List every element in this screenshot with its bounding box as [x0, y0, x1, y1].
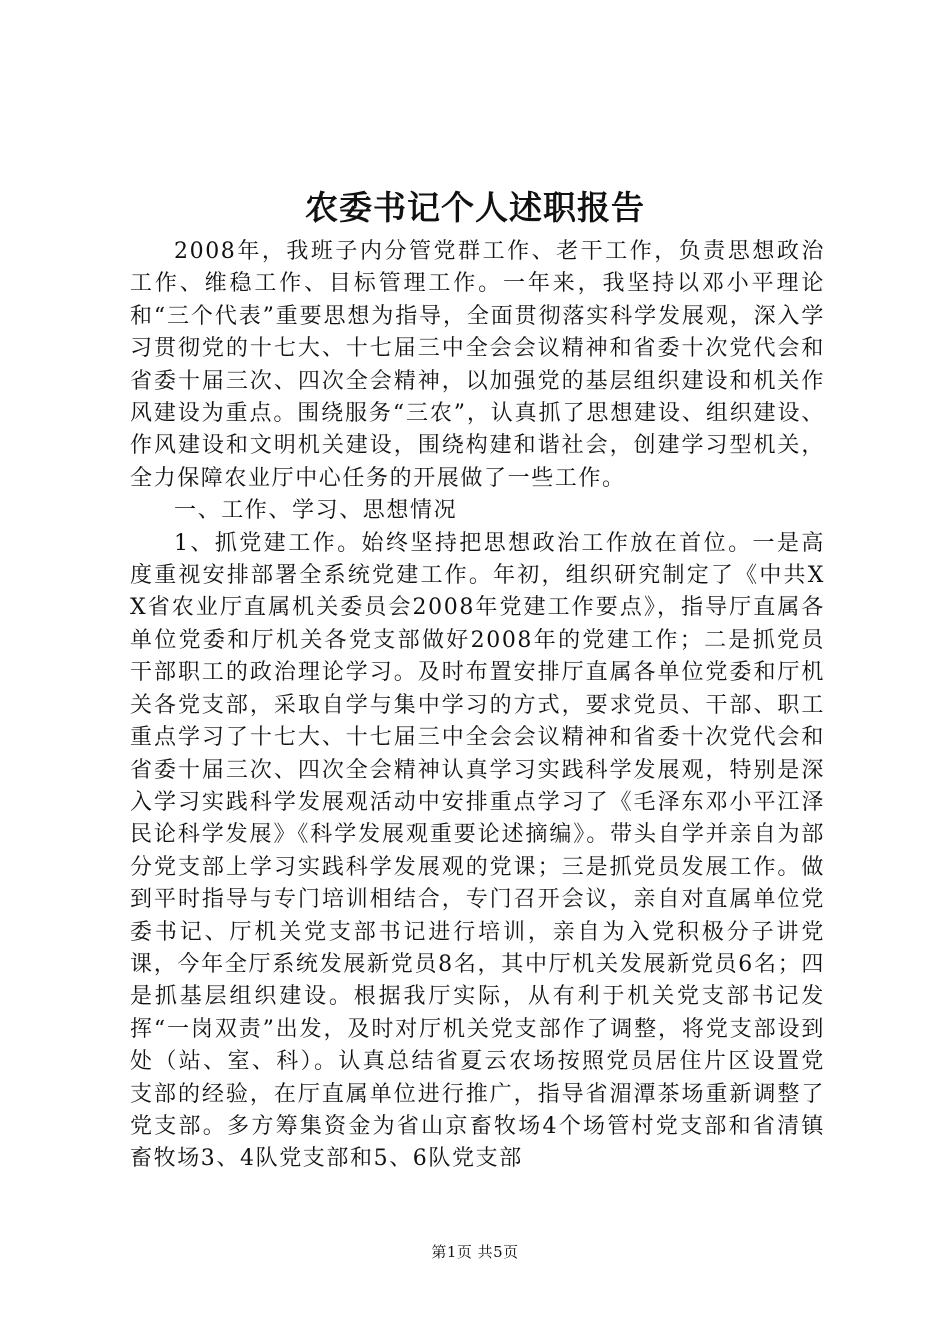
paragraph-party-building: 1、抓党建工作。始终坚持把思想政治工作放在首位。一是高度重视安排部署全系统党建工作。年初，组织研究制定了《中共XX省农业厅直属机关委员会2008年党建工作要点》，指导厅直属各单位党委和厅机关各党支部做好2008年的党建工作；二是抓党员干部职工的政治理论学习。及时布置安排厅直属各单位党委和厅机关各党支部，采取自学与集中学习的方式，要求党员、干部、职工重点学习了十七大、十七届三中全会会议精神和省委十次党代会和省委十届三次、四次全会精神认真学习实践科学发展观，特别是深入学习实践科学发展观活动中安排重点学习了《毛泽东邓小平江泽民论科学发展》《科学发展观重要论述摘编》。带头自学并亲自为部分党支部上学习实践科学发展观的党课；三是抓党员发展工作。做到平时指导与专门培训相结合，专门召开会议，亲自对直属单位党委书记、厅机关党支部书记进行培训，亲自为入党积极分子讲党课，今年全厅系统发展新党员8名，其中厅机关发展新党员6名；四是抓基层组织建设。根据我厅实际，从有利于机关党支部书记发挥“一岗双责”出发，及时对厅机关党支部作了调整，将党支部设到处（站、室、科）。认真总结省夏云农场按照党员居住片区设置党支部的经验，在厅直属单位进行推广，指导省湄潭茶场重新调整了党支部。多方筹集资金为省山京畜牧场4个场管村党支部和省清镇畜牧场3、4队党支部和5、6队党支部	[130, 530, 825, 1172]
paragraph-intro: 2008年，我班子内分管党群工作、老干工作，负责思想政治工作、维稳工作、目标管理工作。一年来，我坚持以邓小平理论和“三个代表”重要思想为指导，全面贯彻落实科学发展观，深入学习贯彻党的十七大、十七届三中全会会议精神和省委十次党代会和省委十届三次、四次全会精神，以加强党的基层组织建设和机关作风建设为重点。围绕服务“三农”，认真抓了思想建设、组织建设、作风建设和文明机关建设，围绕构建和谐社会，创建学习型机关，全力保障农业厅中心任务的开展做了一些工作。	[130, 239, 825, 491]
page-footer: 第1页 共5页	[431, 1243, 519, 1261]
document-body	[130, 236, 825, 1176]
section-heading: 一、工作、学习、思想情况	[174, 498, 458, 524]
document-title: 农委书记个人述职报告	[305, 188, 645, 227]
